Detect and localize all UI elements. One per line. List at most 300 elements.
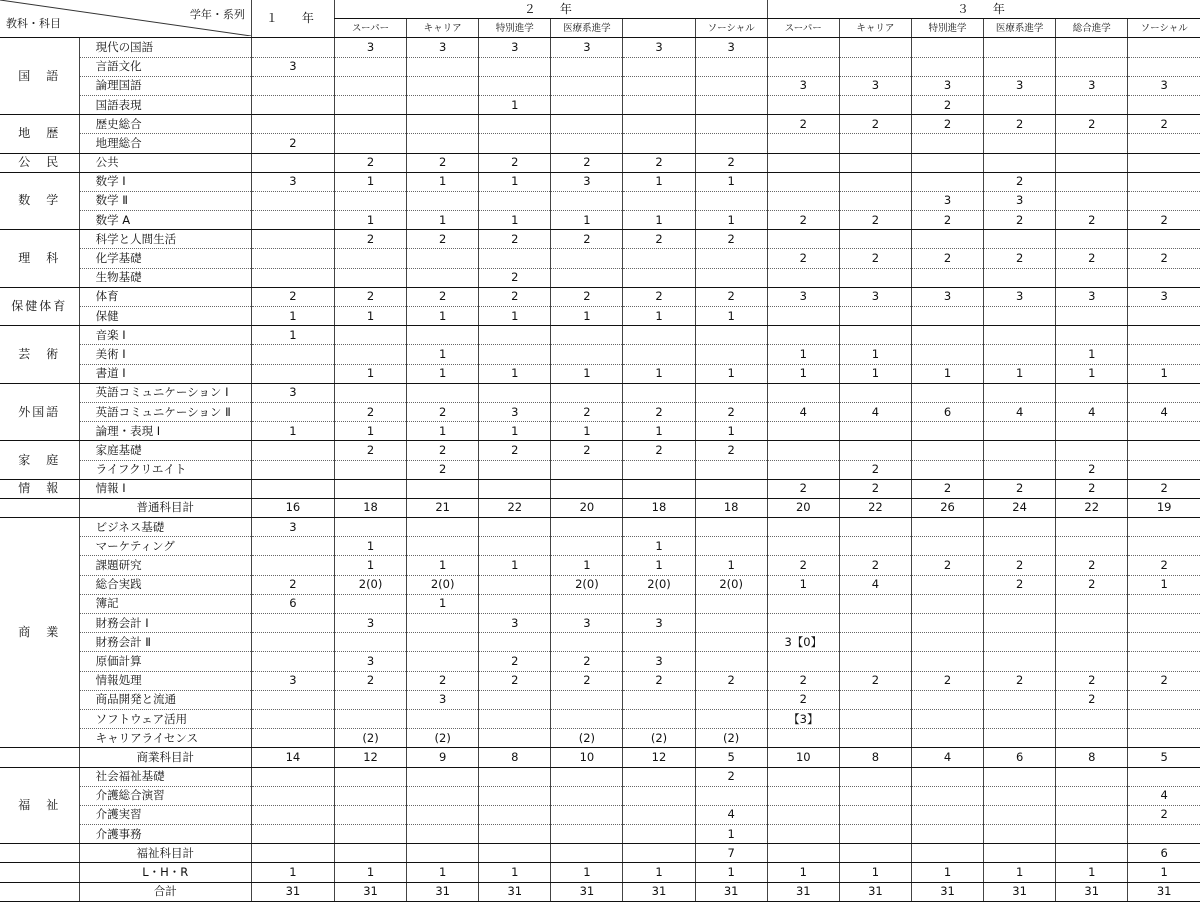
credit-cell xyxy=(695,690,767,709)
credit-cell: 2 xyxy=(695,402,767,421)
credit-cell: 2 xyxy=(911,211,983,230)
credit-cell xyxy=(251,556,334,575)
credit-cell xyxy=(984,230,1056,249)
credit-cell: 2(0) xyxy=(407,575,479,594)
credit-cell: 3 xyxy=(251,671,334,690)
credit-cell: 2 xyxy=(479,230,551,249)
credit-cell xyxy=(551,537,623,556)
credit-cell xyxy=(695,518,767,537)
credit-cell xyxy=(1128,460,1200,479)
credit-cell xyxy=(479,786,551,805)
credit-cell: 2 xyxy=(1128,211,1200,230)
credit-cell: 1 xyxy=(623,307,695,326)
table-row xyxy=(0,614,1200,633)
credit-cell xyxy=(1128,422,1200,441)
credit-cell xyxy=(1056,614,1128,633)
credit-cell: 1 xyxy=(984,364,1056,383)
credit-cell: 2 xyxy=(767,115,839,134)
credit-cell xyxy=(767,460,839,479)
credit-cell: 3 xyxy=(1128,76,1200,95)
credit-cell xyxy=(251,76,334,95)
credit-cell: 1 xyxy=(251,326,334,345)
credit-cell xyxy=(335,767,407,786)
credit-cell xyxy=(1128,383,1200,402)
credit-cell: 3 xyxy=(767,287,839,306)
credit-cell xyxy=(839,805,911,824)
credit-cell xyxy=(335,460,407,479)
total-cell: 31 xyxy=(623,882,695,901)
credit-cell xyxy=(623,690,695,709)
total-cell: 18 xyxy=(695,498,767,517)
credit-cell xyxy=(251,729,334,748)
credit-cell: 2 xyxy=(551,153,623,172)
credit-cell xyxy=(251,38,334,57)
table-row xyxy=(0,326,1200,345)
credit-cell: 2 xyxy=(767,249,839,268)
total-cell: 1 xyxy=(695,863,767,882)
subject-name: 総合実践 xyxy=(79,575,251,594)
credit-cell xyxy=(767,95,839,114)
total-cell: 5 xyxy=(695,748,767,767)
total-cell: 1 xyxy=(911,863,983,882)
credit-cell xyxy=(407,767,479,786)
credit-cell xyxy=(695,479,767,498)
credit-cell: 1 xyxy=(1128,575,1200,594)
credit-cell xyxy=(479,690,551,709)
credit-cell xyxy=(839,38,911,57)
credit-cell: 6 xyxy=(911,402,983,421)
credit-cell: 3 xyxy=(251,518,334,537)
credit-cell xyxy=(911,652,983,671)
credit-cell: 2 xyxy=(623,441,695,460)
corner-subject-label: 教科・科目 xyxy=(6,17,61,31)
credit-cell xyxy=(984,594,1056,613)
credit-cell xyxy=(335,268,407,287)
credit-cell: 2 xyxy=(984,249,1056,268)
credit-cell xyxy=(1056,633,1128,652)
credit-cell: 2 xyxy=(1056,556,1128,575)
credit-cell xyxy=(479,633,551,652)
credit-cell xyxy=(623,786,695,805)
credit-cell: 1 xyxy=(335,307,407,326)
total-cell: 1 xyxy=(1056,863,1128,882)
credit-cell xyxy=(551,57,623,76)
credit-cell xyxy=(911,690,983,709)
credit-cell xyxy=(911,518,983,537)
total-cell: 31 xyxy=(839,882,911,901)
subject-name: 英語コミュニケーション Ⅱ xyxy=(79,402,251,421)
credit-cell xyxy=(407,479,479,498)
table-row xyxy=(0,364,1200,383)
credit-cell xyxy=(479,805,551,824)
total-cell: 31 xyxy=(767,882,839,901)
subject-name: 書道 Ⅰ xyxy=(79,364,251,383)
subject-name: 化学基礎 xyxy=(79,249,251,268)
credit-cell: 3 xyxy=(335,652,407,671)
credit-cell xyxy=(407,191,479,210)
total-cell xyxy=(911,844,983,863)
credit-cell xyxy=(251,402,334,421)
total-cell: 9 xyxy=(407,748,479,767)
credit-cell: 2 xyxy=(767,556,839,575)
total-cell: 1 xyxy=(767,863,839,882)
total-cell: 10 xyxy=(551,748,623,767)
credit-cell: 1 xyxy=(479,211,551,230)
credit-cell: 3 xyxy=(551,38,623,57)
credit-cell: 2 xyxy=(695,767,767,786)
credit-cell: 4 xyxy=(984,402,1056,421)
credit-cell: (2) xyxy=(551,729,623,748)
credit-cell: 2 xyxy=(407,287,479,306)
total-cell: 22 xyxy=(1056,498,1128,517)
total-cell: 31 xyxy=(251,882,334,901)
credit-cell: 2 xyxy=(407,230,479,249)
credit-cell: 2 xyxy=(623,287,695,306)
credit-cell xyxy=(479,249,551,268)
credit-cell: 1 xyxy=(407,211,479,230)
credit-cell xyxy=(695,191,767,210)
credit-cell xyxy=(911,268,983,287)
credit-cell: 3 xyxy=(1056,76,1128,95)
credit-cell xyxy=(407,268,479,287)
credit-cell xyxy=(984,134,1056,153)
subject-name: 財務会計 Ⅰ xyxy=(79,614,251,633)
credit-cell xyxy=(839,786,911,805)
table-row xyxy=(0,556,1200,575)
table-row xyxy=(0,825,1200,844)
total-row xyxy=(0,748,1200,767)
credit-cell xyxy=(695,709,767,728)
credit-cell xyxy=(984,825,1056,844)
credit-cell: 3 xyxy=(251,57,334,76)
credit-cell: 1 xyxy=(551,364,623,383)
credit-cell: 2 xyxy=(551,402,623,421)
credit-cell xyxy=(984,57,1056,76)
credit-cell xyxy=(335,76,407,95)
series-header-y3: キャリア xyxy=(839,19,911,38)
credit-cell xyxy=(479,825,551,844)
credit-cell xyxy=(1128,825,1200,844)
credit-cell: 1 xyxy=(335,211,407,230)
credit-cell xyxy=(335,115,407,134)
credit-cell: 1 xyxy=(251,422,334,441)
credit-cell xyxy=(839,594,911,613)
total-cell: 22 xyxy=(839,498,911,517)
credit-cell xyxy=(251,537,334,556)
total-cell: 12 xyxy=(335,748,407,767)
credit-cell: 2 xyxy=(1056,575,1128,594)
subject-name: マーケティング xyxy=(79,537,251,556)
credit-cell xyxy=(767,441,839,460)
credit-cell xyxy=(1128,38,1200,57)
table-row xyxy=(0,95,1200,114)
credit-cell: 1 xyxy=(839,345,911,364)
credit-cell xyxy=(984,268,1056,287)
credit-cell: 1 xyxy=(551,211,623,230)
credit-cell: 1 xyxy=(695,364,767,383)
credit-cell: 2 xyxy=(911,249,983,268)
credit-cell: 2 xyxy=(1056,460,1128,479)
total-row xyxy=(0,498,1200,517)
year2-header: ２ 年 xyxy=(335,0,768,19)
table-row xyxy=(0,633,1200,652)
credit-cell: 1 xyxy=(695,825,767,844)
credit-cell xyxy=(251,249,334,268)
subject-name: 歴史総合 xyxy=(79,115,251,134)
credit-cell: 1 xyxy=(623,422,695,441)
credit-cell: 1 xyxy=(335,556,407,575)
credit-cell xyxy=(623,460,695,479)
total-cell xyxy=(1056,844,1128,863)
category-label: 福 祉 xyxy=(0,767,79,844)
series-header-y2: ソーシャル xyxy=(695,19,767,38)
table-row xyxy=(0,287,1200,306)
total-cell xyxy=(479,844,551,863)
table-row xyxy=(0,767,1200,786)
credit-cell xyxy=(767,786,839,805)
subject-name: 商品開発と流通 xyxy=(79,690,251,709)
credit-cell xyxy=(1056,594,1128,613)
credit-cell: 1 xyxy=(695,556,767,575)
total-cell: 12 xyxy=(623,748,695,767)
subject-name: 数学 Ⅰ xyxy=(79,172,251,191)
credit-cell: 1 xyxy=(335,364,407,383)
credit-cell: 2 xyxy=(984,671,1056,690)
total-cell: 1 xyxy=(1128,863,1200,882)
credit-cell: 1 xyxy=(479,172,551,191)
credit-cell xyxy=(1056,825,1128,844)
credit-cell: 2 xyxy=(839,115,911,134)
table-row xyxy=(0,460,1200,479)
credit-cell xyxy=(695,345,767,364)
credit-cell xyxy=(407,249,479,268)
subject-name: 情報処理 xyxy=(79,671,251,690)
subject-name: 財務会計 Ⅱ xyxy=(79,633,251,652)
credit-cell: 1 xyxy=(1128,364,1200,383)
credit-cell xyxy=(839,422,911,441)
credit-cell: 1 xyxy=(767,364,839,383)
credit-cell xyxy=(767,38,839,57)
credit-cell: 1 xyxy=(839,364,911,383)
credit-cell xyxy=(251,345,334,364)
total-cell: 31 xyxy=(1128,882,1200,901)
credit-cell: 4 xyxy=(839,402,911,421)
credit-cell xyxy=(479,575,551,594)
credit-cell xyxy=(623,345,695,364)
credit-cell: 3 xyxy=(251,172,334,191)
credit-cell: 3 xyxy=(551,614,623,633)
credit-cell xyxy=(767,230,839,249)
credit-cell: 1 xyxy=(695,422,767,441)
credit-cell xyxy=(251,652,334,671)
credit-cell xyxy=(407,786,479,805)
credit-cell: 1 xyxy=(1056,345,1128,364)
credit-cell xyxy=(1128,537,1200,556)
credit-cell xyxy=(1056,652,1128,671)
credit-cell: 1 xyxy=(335,537,407,556)
table-row xyxy=(0,690,1200,709)
total-row xyxy=(0,882,1200,901)
table-row xyxy=(0,383,1200,402)
total-label: L・H・R xyxy=(79,863,251,882)
total-label: 合計 xyxy=(79,882,251,901)
credit-cell xyxy=(251,460,334,479)
credit-cell xyxy=(623,268,695,287)
credit-cell xyxy=(551,786,623,805)
subject-name: ソフトウェア活用 xyxy=(79,709,251,728)
credit-cell: 2 xyxy=(251,287,334,306)
total-label: 普通科目計 xyxy=(79,498,251,517)
credit-cell xyxy=(1056,805,1128,824)
credit-cell: 2 xyxy=(479,153,551,172)
subject-name: ライフクリエイト xyxy=(79,460,251,479)
series-header-y2: 特別進学 xyxy=(479,19,551,38)
credit-cell: 2 xyxy=(1128,479,1200,498)
credit-cell xyxy=(335,191,407,210)
credit-cell xyxy=(1128,57,1200,76)
total-blank xyxy=(0,844,79,863)
credit-cell xyxy=(479,191,551,210)
total-cell: 21 xyxy=(407,498,479,517)
total-cell: 31 xyxy=(695,882,767,901)
credit-cell: 4 xyxy=(1128,786,1200,805)
credit-cell xyxy=(623,95,695,114)
credit-cell: 2 xyxy=(479,268,551,287)
table-row xyxy=(0,76,1200,95)
credit-cell: 2 xyxy=(335,230,407,249)
credit-cell xyxy=(839,57,911,76)
credit-cell: 2 xyxy=(767,671,839,690)
credit-cell xyxy=(479,76,551,95)
credit-cell: 3 xyxy=(767,76,839,95)
credit-cell xyxy=(839,767,911,786)
credit-cell xyxy=(839,614,911,633)
credit-cell: 3 xyxy=(335,38,407,57)
credit-cell xyxy=(1128,729,1200,748)
credit-cell xyxy=(839,537,911,556)
credit-cell xyxy=(251,709,334,728)
credit-cell xyxy=(984,383,1056,402)
credit-cell xyxy=(984,153,1056,172)
credit-cell xyxy=(479,134,551,153)
credit-cell: 2(0) xyxy=(551,575,623,594)
subject-name: 科学と人間生活 xyxy=(79,230,251,249)
credit-cell xyxy=(1128,95,1200,114)
total-cell: 1 xyxy=(839,863,911,882)
credit-cell: 2 xyxy=(1056,115,1128,134)
credit-cell xyxy=(767,594,839,613)
credit-cell xyxy=(251,115,334,134)
credit-cell: 2 xyxy=(479,287,551,306)
credit-cell xyxy=(407,76,479,95)
table-row xyxy=(0,38,1200,57)
total-cell: 31 xyxy=(407,882,479,901)
credit-cell xyxy=(335,633,407,652)
credit-cell xyxy=(695,249,767,268)
credit-cell: 1 xyxy=(695,172,767,191)
credit-cell xyxy=(551,805,623,824)
credit-cell: 2 xyxy=(984,115,1056,134)
total-row xyxy=(0,844,1200,863)
series-header-y3: 医療系進学 xyxy=(984,19,1056,38)
credit-cell: 2 xyxy=(551,230,623,249)
credit-cell xyxy=(839,172,911,191)
credit-cell xyxy=(551,594,623,613)
credit-cell xyxy=(623,518,695,537)
credit-cell xyxy=(251,95,334,114)
total-cell: 8 xyxy=(1056,748,1128,767)
table-row xyxy=(0,479,1200,498)
credit-cell: 2 xyxy=(335,671,407,690)
credit-cell xyxy=(479,326,551,345)
credit-cell xyxy=(479,594,551,613)
credit-cell xyxy=(767,326,839,345)
credit-cell xyxy=(984,633,1056,652)
credit-cell xyxy=(551,326,623,345)
credit-cell: 2(0) xyxy=(695,575,767,594)
credit-cell xyxy=(984,326,1056,345)
credit-cell xyxy=(251,479,334,498)
credit-cell: 2 xyxy=(984,479,1056,498)
credit-cell xyxy=(1128,326,1200,345)
table-row xyxy=(0,575,1200,594)
credit-cell xyxy=(407,383,479,402)
credit-cell: 2 xyxy=(1128,805,1200,824)
subject-name: 介護事務 xyxy=(79,825,251,844)
credit-cell: 3 xyxy=(479,38,551,57)
credit-cell: 3 xyxy=(911,76,983,95)
series-header-y3: 総合進学 xyxy=(1056,19,1128,38)
credit-cell: 3 xyxy=(911,287,983,306)
subject-name: 数学 Ⅱ xyxy=(79,191,251,210)
credit-cell xyxy=(767,652,839,671)
credit-cell: 1 xyxy=(407,364,479,383)
total-cell: 1 xyxy=(551,863,623,882)
table-row xyxy=(0,249,1200,268)
credit-cell: 1 xyxy=(623,364,695,383)
credit-cell: 3 xyxy=(551,172,623,191)
credit-cell xyxy=(839,690,911,709)
credit-cell xyxy=(479,767,551,786)
credit-cell xyxy=(251,268,334,287)
table-row xyxy=(0,671,1200,690)
credit-cell: 2 xyxy=(407,460,479,479)
credit-cell xyxy=(1128,345,1200,364)
credit-cell xyxy=(911,825,983,844)
total-cell: 31 xyxy=(551,882,623,901)
credit-cell xyxy=(767,422,839,441)
total-cell: 1 xyxy=(623,863,695,882)
credit-cell xyxy=(984,38,1056,57)
credit-cell xyxy=(1056,537,1128,556)
credit-cell xyxy=(911,326,983,345)
credit-cell: 2 xyxy=(623,153,695,172)
credit-cell xyxy=(695,537,767,556)
series-header-y3: 特別進学 xyxy=(911,19,983,38)
credit-cell: 2 xyxy=(479,652,551,671)
credit-cell xyxy=(1056,230,1128,249)
subject-name: 論理国語 xyxy=(79,76,251,95)
credit-cell: 3 xyxy=(984,76,1056,95)
credit-cell xyxy=(335,825,407,844)
credit-cell: 2 xyxy=(839,211,911,230)
credit-cell xyxy=(251,364,334,383)
credit-cell: 2 xyxy=(695,441,767,460)
credit-cell xyxy=(407,134,479,153)
credit-cell xyxy=(839,191,911,210)
credit-cell xyxy=(335,134,407,153)
credit-cell xyxy=(911,633,983,652)
